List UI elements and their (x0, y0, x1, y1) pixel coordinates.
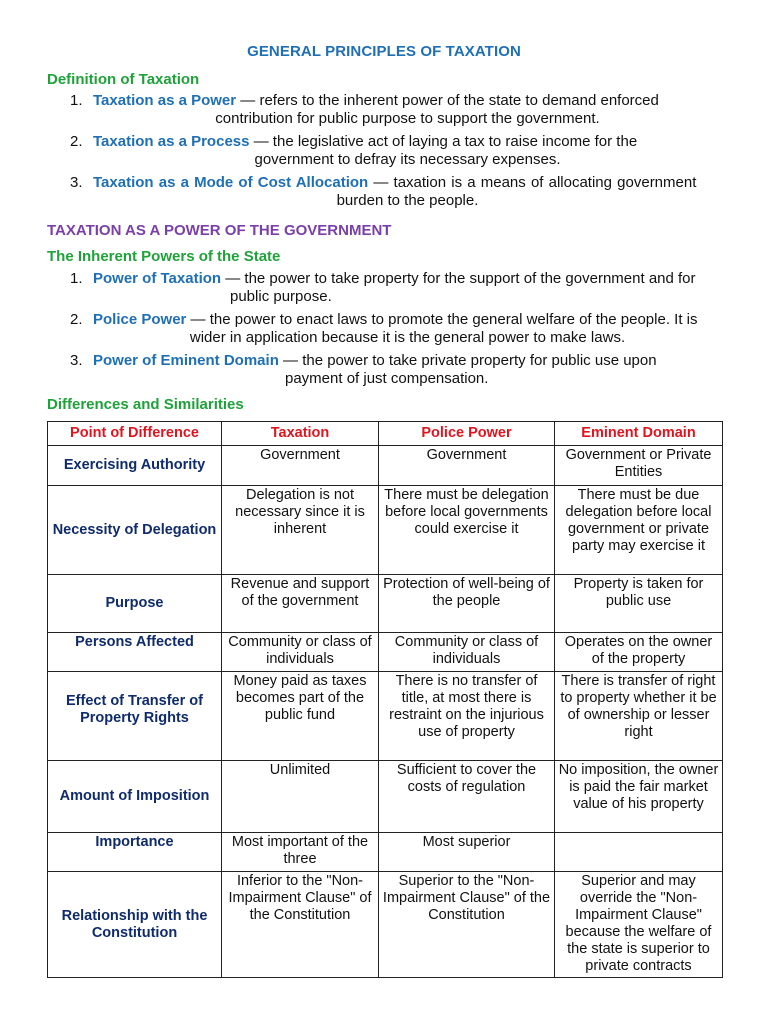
item-continuation: burden to the people. (336, 192, 479, 209)
table-row (48, 446, 723, 486)
row-label: Persons Affected (48, 633, 222, 672)
item-continuation: wider in application because it is the general power to make laws. (189, 329, 626, 346)
item-number: 2. (70, 311, 83, 328)
row-label: Effect of Transfer of Property Rights (48, 672, 222, 761)
table-cell: Most superior (379, 833, 555, 872)
table-cell: Government (222, 446, 379, 486)
item-text: — taxation is a means of allocating government (368, 174, 697, 191)
item-continuation: public purpose. (230, 288, 332, 305)
table-cell: Sufficient to cover the costs of regulation (379, 761, 555, 833)
definition-item (70, 174, 722, 210)
row-label: Exercising Authority (48, 446, 222, 486)
table-cell: No imposition, the owner is paid the fair market value of his property (555, 761, 723, 833)
differences-table (47, 421, 723, 978)
item-term: Power of Taxation (93, 270, 222, 287)
item-continuation: payment of just compensation. (285, 370, 489, 387)
table-cell: There is transfer of right to property whether it be of ownership or lesser right (555, 672, 723, 761)
row-label: Importance (48, 833, 222, 872)
table-cell: Operates on the owner of the property (555, 633, 723, 672)
item-continuation: contribution for public purpose to support the government. (215, 110, 600, 127)
item-number: 3. (70, 352, 83, 369)
item-term: Taxation as a Power (93, 92, 237, 109)
table-cell (555, 833, 723, 872)
table-row (48, 872, 723, 978)
table-cell: Unlimited (222, 761, 379, 833)
item-number: 1. (70, 270, 83, 287)
column-header: Taxation (222, 422, 379, 446)
page-title: GENERAL PRINCIPLES OF TAXATION (247, 43, 521, 60)
item-text: — refers to the inherent power of the state to demand enforced (236, 92, 659, 109)
table-cell: Most important of the three (222, 833, 379, 872)
table-cell: Superior and may override the "Non-Impairment Clause" because the welfare of the state is superior to private contracts (555, 872, 723, 978)
table-cell: Property is taken for public use (555, 575, 723, 633)
item-term: Taxation as a Process (93, 133, 250, 150)
row-label: Amount of Imposition (48, 761, 222, 833)
table-row (48, 633, 723, 672)
power-section-heading: TAXATION AS A POWER OF THE GOVERNMENT (47, 222, 392, 239)
power-item (70, 270, 722, 306)
table-cell: Inferior to the "Non-Impairment Clause" of the Constitution (222, 872, 379, 978)
table-cell: Protection of well-being of the people (379, 575, 555, 633)
table-row (48, 575, 723, 633)
table-cell: Revenue and support of the government (222, 575, 379, 633)
item-term: Taxation as a Mode of Cost Allocation (93, 174, 369, 191)
definition-item (70, 92, 722, 128)
item-text: — the legislative act of laying a tax to raise income for the (249, 133, 638, 150)
table-row (48, 833, 723, 872)
table-cell: Government or Private Entities (555, 446, 723, 486)
row-label: Purpose (48, 575, 222, 633)
table-cell: Money paid as taxes becomes part of the public fund (222, 672, 379, 761)
column-header: Police Power (379, 422, 555, 446)
item-text: — the power to enact laws to promote the general welfare of the people. It is (186, 311, 698, 328)
column-header: Eminent Domain (555, 422, 723, 446)
table-cell: Delegation is not necessary since it is inherent (222, 486, 379, 575)
differences-heading: Differences and Similarities (47, 396, 244, 413)
table-row (48, 761, 723, 833)
table-row (48, 672, 723, 761)
table-row (48, 486, 723, 575)
power-item (70, 311, 722, 347)
item-term: Power of Eminent Domain (93, 352, 279, 369)
table-cell: Community or class of individuals (222, 633, 379, 672)
item-number: 2. (70, 133, 83, 150)
definition-item (70, 133, 722, 169)
inherent-powers-heading: The Inherent Powers of the State (47, 248, 281, 265)
table-header-row (48, 422, 723, 446)
table-cell: Superior to the "Non-Impairment Clause" of the Constitution (379, 872, 555, 978)
power-item (70, 352, 722, 388)
row-label: Relationship with the Constitution (48, 872, 222, 978)
item-term: Police Power (93, 311, 187, 328)
table-cell: Government (379, 446, 555, 486)
table-cell: There must be delegation before local governments could exercise it (379, 486, 555, 575)
item-text: — the power to take property for the support of the government and for (221, 270, 696, 287)
row-label: Necessity of Delegation (48, 486, 222, 575)
definition-heading: Definition of Taxation (47, 71, 200, 88)
item-number: 3. (70, 174, 83, 191)
item-number: 1. (70, 92, 83, 109)
item-continuation: government to defray its necessary expenses. (254, 151, 561, 168)
column-header: Point of Difference (48, 422, 222, 446)
table-cell: There must be due delegation before local government or private party may exercise it (555, 486, 723, 575)
item-text: — the power to take private property for public use upon (278, 352, 657, 369)
table-cell: There is no transfer of title, at most there is restraint on the injurious use of property (379, 672, 555, 761)
table-cell: Community or class of individuals (379, 633, 555, 672)
